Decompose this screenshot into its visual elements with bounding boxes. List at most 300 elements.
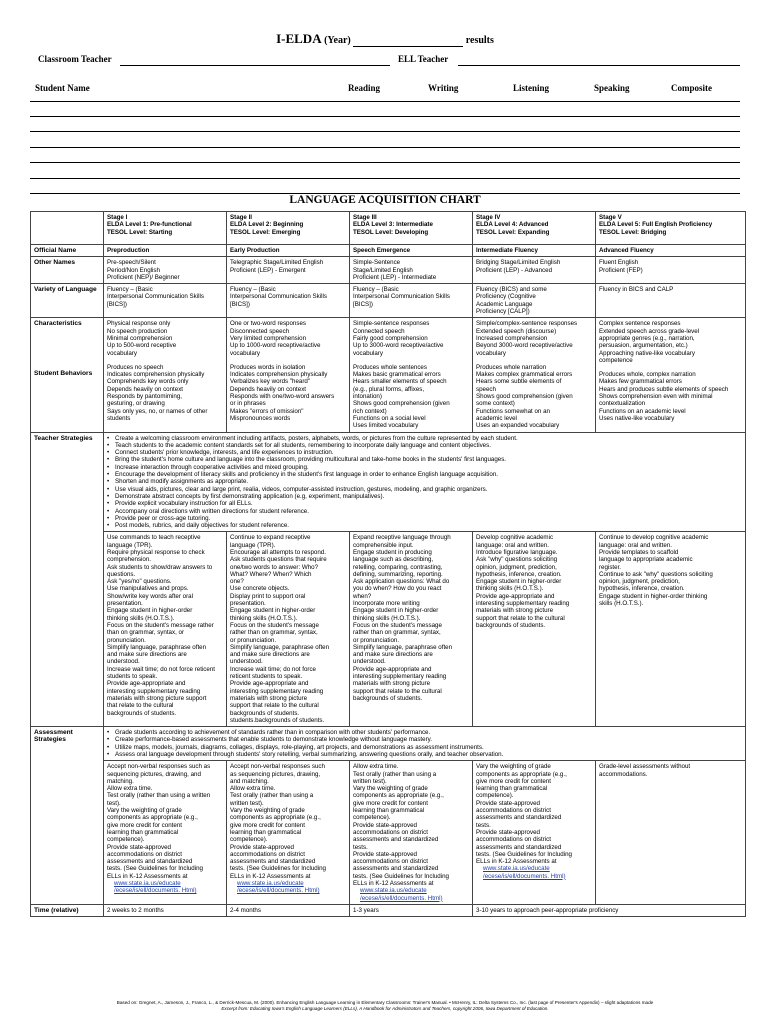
cell-line: one/two words to answer: Who?	[230, 563, 319, 571]
behaviors-label: Student Behaviors	[34, 369, 93, 377]
assessment-general	[104, 727, 746, 761]
cell-line: Verbalizes key words "heard"	[230, 378, 311, 386]
stage-tesol: TESOL Level: Expanding	[476, 228, 550, 236]
cell-line: Provide state-approved	[107, 843, 171, 851]
cell-line: interesting supplementary reading	[476, 600, 570, 608]
general-assessment-list	[107, 729, 742, 758]
cell-line: rather than on grammar, syntax,	[230, 629, 318, 637]
cell-line: hypothesis, inference, creation.	[599, 585, 685, 593]
stage-tesol: TESOL Level: Bridging	[599, 228, 667, 236]
assessment-link[interactable]: www.state.ia.us/educate	[237, 880, 304, 888]
official-cell: Intermediate Fluency	[473, 245, 596, 257]
characteristics-cell	[473, 318, 596, 432]
cell-line: ELLs in K-12 Assessments at	[476, 858, 557, 866]
cell-line: opinion, judgment, prediction,	[476, 563, 557, 571]
cell-line: intonation)	[353, 393, 382, 401]
cell-line: presentation.	[230, 600, 266, 608]
cell-line: Interpersonal Communication Skills	[107, 293, 204, 301]
cell-line: Increase wait time; do not force reticent	[107, 665, 215, 673]
cell-line: Provide age-appropriate and	[353, 665, 432, 673]
cell-line: Simplify language, paraphrase often	[353, 643, 453, 651]
cell-line: understood.	[353, 658, 386, 666]
cell-line: Provide age-appropriate and	[230, 680, 309, 688]
variety-row	[31, 284, 746, 318]
cell-line: gesturing, or drawing	[107, 400, 165, 408]
stage-name: Stage V	[599, 214, 622, 221]
cell-line: reticent students to speak.	[230, 673, 303, 681]
cell-line: Depends heavily on context	[107, 385, 184, 393]
cell-line: language (TPR).	[230, 541, 276, 549]
cell-line: Fluency – (Basic	[107, 286, 153, 294]
cell-line: Fluency – (Basic	[353, 286, 399, 294]
cell-line: written test).	[353, 777, 387, 785]
characteristics-cell	[104, 318, 227, 432]
cell-line: Extended speech (discourse)	[476, 327, 557, 335]
row-label: Variety of Language	[31, 284, 104, 318]
cell-line: students	[107, 414, 131, 422]
stage-level: ELDA Level 2: Beginning	[230, 221, 304, 229]
cell-line: Simple/complex-sentence responses	[476, 320, 578, 328]
cell-line: components as appropriate (e.g.,	[107, 814, 198, 822]
cell-line: Extended speech across grade-level	[599, 327, 700, 335]
cell-line: questions.	[107, 570, 136, 578]
cell-line: One or two-word responses	[230, 320, 307, 328]
cell-line: Vary the weighting of grade	[107, 807, 182, 815]
assessment-link[interactable]: www.state.ia.us/educate	[114, 880, 181, 888]
cell-line: Period/Non English	[107, 266, 160, 274]
cell-line: materials with strong picture	[353, 680, 431, 688]
cell-line: Makes basic grammatical errors	[353, 371, 441, 379]
characteristics-list	[599, 320, 742, 364]
cell-line: assessments and standardized	[230, 858, 316, 866]
assessment-row	[31, 761, 746, 905]
cell-line: Produces whole narration	[476, 363, 547, 371]
cell-line: students.backgrounds of students.	[230, 716, 325, 724]
other-names-row	[31, 257, 746, 284]
cell-line: speech	[476, 385, 496, 393]
assessment-link-end[interactable]: /ecese/is/ell/documents. Html)	[237, 887, 320, 895]
cell-line: than on grammar, syntax, or	[107, 629, 185, 637]
form-title-row	[0, 31, 770, 47]
cell-line: competence).	[476, 792, 514, 800]
cell-line: Provide state-approved	[476, 828, 540, 836]
cell-line: Fluent English	[599, 259, 639, 267]
cell-line: Bridging Stage/Limited English	[476, 259, 561, 267]
cell-line: Use concrete objects.	[230, 585, 290, 593]
cell-line: give more credit for content	[353, 799, 428, 807]
assessment-cell	[227, 761, 350, 905]
cell-line: Uses native-like vocabulary	[599, 414, 675, 422]
cell-line: Proficient (LEP) - Advanced	[476, 266, 553, 274]
bullet-item: • Increase interaction through cooperative activities and mixed grouping.	[107, 464, 742, 471]
cell-line: Interpersonal Communication Skills	[230, 293, 327, 301]
student-row[interactable]	[30, 132, 740, 148]
cell-line: and make sure directions are	[230, 651, 310, 659]
cell-line: Uses an expanded vocabulary	[476, 422, 560, 430]
cell-line: tests. (See Guidelines for Including	[230, 865, 326, 873]
bullet-item: • Shorten and modify assignments as appropriate.	[107, 478, 742, 485]
student-row[interactable]	[30, 148, 740, 164]
cell-line: tests. (See Guidelines for Including	[353, 872, 449, 880]
cell-line: contextualization	[599, 400, 646, 408]
cell-line: competence).	[353, 814, 391, 822]
cell-line: thinking skills (H.O.T.S.).	[107, 614, 175, 622]
cell-line: tests. (See Guidelines for Including	[107, 865, 203, 873]
cell-line: Use manipulatives and props.	[107, 585, 189, 593]
bullet-item: • Create a welcoming classroom environment including artifacts, posters, alphabets, words, or pictures from the culture represented by each student.	[107, 435, 742, 442]
bullet-item: • Assess oral language development through students' story retelling, verbal summarizing, answering questions orally, and teacher observation.	[107, 751, 742, 758]
cell-line: Shows comprehension even with minimal	[599, 393, 713, 401]
strategies-cell	[227, 532, 350, 727]
stage-5-header	[596, 212, 746, 245]
cell-line: Engage student in higher-order	[107, 607, 193, 615]
cell-line: Mispronounces words	[230, 414, 291, 422]
speaking-header: Speaking	[594, 83, 630, 93]
strategies-cell	[104, 532, 227, 727]
assessment-link-end[interactable]: /ecese/is/ell/documents. Html)	[483, 872, 566, 880]
cell-line: components as appropriate (e.g.,	[353, 792, 444, 800]
bullet-item: • Teach students to the academic content standards set for all students, remembering to incorporate daily language and content objectives.	[107, 442, 742, 449]
cell-line: Proficient (LEP) - Intermediate	[353, 273, 437, 281]
listening-header: Listening	[513, 83, 550, 93]
cell-line: rich context)	[353, 407, 387, 415]
behaviors-list	[599, 371, 742, 422]
cell-line: Ask "yes/no" questions.	[107, 578, 172, 586]
cell-line: Simple-Sentence	[353, 259, 401, 267]
cell-line: skills (H.O.T.S.).	[599, 600, 644, 608]
cell-line: Provide age-appropriate and	[107, 680, 186, 688]
cell-line: Up to 1000-word receptive/active	[230, 342, 321, 350]
reading-header: Reading	[348, 83, 381, 93]
cell-line: vocabulary	[353, 349, 383, 357]
teacher-strategies-general-row	[31, 432, 746, 532]
bullet-item: • Provide peer or cross-age tutoring.	[107, 515, 742, 522]
cell-line: components as appropriate (e.g.,	[476, 770, 567, 778]
cell-line: Makes complex grammatical errors	[476, 371, 573, 379]
assessment-list	[230, 763, 346, 880]
cell-line: Proficient (NEP)/ Beginner	[107, 273, 180, 281]
cell-line: tests. (See Guidelines for Including	[476, 850, 572, 858]
assessment-link[interactable]: www.state.ia.us/educate	[483, 865, 550, 873]
assessment-list	[476, 763, 592, 865]
cell-line: rather than on grammar, syntax,	[353, 629, 441, 637]
cell-line: language such as describing,	[353, 556, 434, 564]
behaviors-list	[476, 364, 592, 430]
cell-line: opinion, judgment, prediction,	[599, 578, 680, 586]
ell-teacher-label: ELL Teacher	[398, 54, 449, 64]
cell-line: accommodations on district	[353, 828, 428, 836]
cell-line: Ask "why" questions soliciting	[476, 556, 558, 564]
cell-line: students to speak.	[107, 673, 158, 681]
cell-line: Hears some subtle elements of	[476, 378, 562, 386]
characteristics-row	[31, 318, 746, 432]
official-cell: Advanced Fluency	[596, 245, 746, 257]
cell-line: accommodations on district	[107, 850, 182, 858]
assessment-cell	[104, 761, 227, 905]
student-row[interactable]	[30, 163, 740, 179]
student-row[interactable]	[30, 117, 740, 133]
cell-line: Shows good comprehension (given	[353, 400, 450, 408]
cell-line: No speech production	[107, 327, 168, 335]
language-acquisition-chart	[30, 211, 746, 917]
student-name-header: Student Name	[35, 83, 90, 93]
cell-line: Up to 3000-word receptive/active	[353, 342, 444, 350]
cell-line: test).	[107, 799, 121, 807]
cell-line: materials with strong picture	[230, 694, 308, 702]
other-names-cell	[104, 257, 227, 284]
cell-line: Stage/Limited English	[353, 266, 413, 274]
cell-line: Minimal comprehension	[107, 334, 173, 342]
characteristics-list	[230, 320, 346, 356]
cell-line: Functions somewhat on an	[476, 407, 550, 415]
cell-line: support that relate to the cultural	[353, 687, 442, 695]
cell-line: give more credit for content	[107, 821, 182, 829]
cell-line: hypothesis, inference, creation.	[476, 570, 562, 578]
bullet-item: • Utilize maps, models, journals, diagrams, collages, displays, role-playing, art projects, and demonstrations as assessment instruments.	[107, 744, 742, 751]
blank-corner	[31, 212, 104, 245]
cell-line: Continue to ask "why" questions soliciting	[599, 570, 713, 578]
cell-line: presentation.	[107, 600, 143, 608]
cell-line: Pre-speech/Silent	[107, 259, 156, 267]
cell-line: learning than grammatical	[476, 785, 548, 793]
behaviors-list	[107, 364, 223, 422]
cell-line: Proficiency (Cognitive	[476, 293, 536, 301]
cell-line: Fluency in BICS and CALP	[599, 286, 674, 294]
cell-line: and make sure directions are	[107, 651, 187, 659]
cell-line: Test orally (rather than using a written	[107, 792, 211, 800]
cell-line: or in phrases	[230, 400, 266, 408]
cell-line: Shows good comprehension (given	[476, 393, 573, 401]
cell-line: Continue to expand receptive	[230, 534, 311, 542]
cell-line: when?	[353, 592, 372, 600]
cell-line: backgrounds of students.	[476, 621, 546, 629]
cell-line: Interpersonal Communication Skills	[353, 293, 450, 301]
classroom-teacher-field[interactable]	[120, 65, 390, 66]
cell-line: accommodations on district	[353, 858, 428, 866]
year-field[interactable]	[353, 36, 463, 47]
cell-line: Indicates comprehension physically	[107, 371, 205, 379]
cell-line: Complex sentence responses	[599, 320, 681, 328]
student-row[interactable]	[30, 179, 740, 195]
cell-line: ELLs in K-12 Assessments at	[230, 872, 311, 880]
cell-line: Encourage all attempts to respond.	[230, 548, 326, 556]
cell-line: Simple-sentence responses	[353, 320, 430, 328]
cell-line: Provide age-appropriate and	[476, 592, 555, 600]
chart-title: LANGUAGE ACQUISITION CHART	[289, 194, 481, 206]
characteristics-list	[476, 320, 592, 356]
composite-header: Composite	[671, 83, 712, 93]
assessment-cell	[473, 761, 596, 905]
cell-line: competence).	[107, 836, 145, 844]
footer-citation: Based on: Gregnet, A., Jameson, J., Franco, L., & Derrick-Mescua, M. (2000). Enhancing English Language Learning in Elementary Classrooms: Trainer's Manual. • McHenry, IL: Delta Systems Co., Inc. (last page of Presenter's Appendix) – slight adaptations made	[116, 1000, 654, 1005]
cell-line: Provide templates to scaffold	[599, 548, 679, 556]
cell-line: components as appropriate (e.g.,	[230, 814, 321, 822]
stage-tesol: TESOL Level: Developing	[353, 228, 429, 236]
cell-line: Provide state-approved	[230, 843, 294, 851]
cell-line: Test orally (rather than using a	[353, 770, 437, 778]
characteristics-list	[107, 320, 223, 356]
cell-line: Focus on the student's message rather	[107, 621, 214, 629]
cell-line: Allow extra time.	[107, 785, 153, 793]
cell-line: Continue to develop cognitive academic	[599, 534, 709, 542]
student-scores-table	[30, 76, 740, 194]
cell-line: Produces whole sentences	[353, 363, 427, 371]
behaviors-list	[353, 364, 469, 430]
cell-line: interesting supplementary reading	[107, 687, 201, 695]
cell-line: some context)	[476, 400, 515, 408]
cell-line: accommodations on district	[476, 836, 551, 844]
cell-line: competence	[599, 356, 633, 364]
cell-line: Display print to support oral	[230, 592, 306, 600]
cell-line: Physical response only	[107, 320, 171, 328]
cell-line: vocabulary	[230, 349, 260, 357]
variety-cell	[104, 284, 227, 318]
student-row[interactable]	[30, 101, 740, 117]
variety-cell	[473, 284, 596, 318]
cell-line: materials with strong picture	[476, 607, 554, 615]
cell-line: understood.	[230, 658, 263, 666]
stage-tesol: TESOL Level: Starting	[107, 228, 173, 236]
cell-line: register.	[599, 563, 622, 571]
cell-line: Functions on an academic level	[599, 407, 686, 415]
bullet-item: • Accompany oral directions with written directions for student reference.	[107, 508, 742, 515]
bullet-item: • Connect students' prior knowledge, interests, and life experiences to instruction.	[107, 449, 742, 456]
variety-cell	[596, 284, 746, 318]
cell-line: Produces words in isolation	[230, 363, 306, 371]
strategies-cell	[350, 532, 473, 727]
assessment-link-end[interactable]: /ecese/is/ell/documents. Html)	[360, 894, 443, 902]
cell-line: Increased comprehension	[476, 334, 548, 342]
cell-line: give more credit for content	[230, 821, 305, 829]
cell-line: backgrounds of students.	[353, 694, 423, 702]
scores-header	[30, 76, 740, 101]
time-cell: 2 weeks to 2 months	[104, 904, 227, 916]
cell-line: understood.	[107, 658, 140, 666]
cell-line: Approaching native-like vocabulary	[599, 349, 695, 357]
bullet-item: • Use visual aids, pictures, clear and large print, realia, videos, computer-assisted instruction, gestures, modeling, and graphic organizers.	[107, 486, 742, 493]
teacher-strategies-general	[104, 432, 746, 532]
row-label: Assessment Strategies	[31, 727, 104, 905]
general-strategies-list	[107, 435, 742, 530]
cell-line: support that relate to the cultural	[230, 702, 319, 710]
assessment-link-end[interactable]: /ecese/is/ell/documents. Html)	[114, 887, 197, 895]
cell-line: support that relate to the cultural	[476, 614, 565, 622]
cell-line: (e.g., plural forms, affixes,	[353, 385, 425, 393]
cell-line: pronunciation.	[107, 636, 146, 644]
cell-line: learning than grammatical	[230, 828, 302, 836]
cell-line: Fluency – (Basic	[230, 286, 276, 294]
cell-line: Engage student in producing	[353, 548, 432, 556]
cell-line: Simplify language, paraphrase often	[230, 643, 330, 651]
cell-line: persuasion, argumentation, etc.)	[599, 342, 688, 350]
cell-line: Ask application questions: What do	[353, 578, 450, 586]
stage-name: Stage II	[230, 214, 253, 221]
cell-line: Ask students questions that require	[230, 556, 327, 564]
stage-name: Stage I	[107, 214, 128, 221]
stage-4-header	[473, 212, 596, 245]
stage-level: ELDA Level 3: Intermediate	[353, 221, 433, 229]
characteristics-cell	[350, 318, 473, 432]
cell-line: Focus on the student's message	[353, 621, 442, 629]
characteristics-label: Characteristics	[34, 320, 82, 328]
cell-line: Comprehends key words only	[107, 378, 189, 386]
writing-header: Writing	[428, 83, 459, 93]
stage-level: ELDA Level 4: Advanced	[476, 221, 549, 229]
row-label: Official Name	[31, 245, 104, 257]
cell-line: learning than grammatical	[353, 807, 425, 815]
cell-line: materials with strong picture support	[107, 694, 207, 702]
cell-line: and matching.	[230, 777, 269, 785]
cell-line: thinking skills (H.O.T.S.).	[230, 614, 298, 622]
official-cell: Preproduction	[104, 245, 227, 257]
cell-line: retelling, comparing, contrasting,	[353, 563, 443, 571]
other-names-cell	[227, 257, 350, 284]
cell-line: Accept non-verbal responses such as	[107, 763, 211, 771]
cell-line: accommodations.	[599, 770, 648, 778]
cell-line: language (TPR).	[107, 541, 153, 549]
classroom-teacher-label: Classroom Teacher	[38, 54, 112, 64]
cell-line: Engage student in higher-order	[476, 578, 562, 586]
cell-line: Hears smaller elements of speech	[353, 378, 447, 386]
cell-line: or pronunciation.	[353, 636, 400, 644]
time-cell: 2-4 months	[227, 904, 350, 916]
cell-line: Makes "errors of omission"	[230, 407, 304, 415]
assessment-cell	[350, 761, 473, 905]
bullet-item: • Post models, rubrics, and daily objectives for student reference.	[107, 522, 742, 529]
cell-line: assessments and standardized	[476, 814, 562, 822]
cell-line: Very limited comprehension	[230, 334, 307, 342]
strategies-cell	[473, 532, 596, 727]
cell-line: or pronunciation.	[230, 636, 277, 644]
cell-line: Makes few grammatical errors	[599, 378, 682, 386]
cell-line: Fluency (BICS) and some	[476, 286, 547, 294]
ell-teacher-field[interactable]	[458, 65, 740, 66]
row-label: Other Names	[31, 257, 104, 284]
behaviors-list	[230, 364, 346, 422]
cell-line: Proficient (FEP)	[599, 266, 643, 274]
cell-line: [BICS])	[107, 300, 127, 308]
stage-1-header	[104, 212, 227, 245]
cell-line: defining, summarizing, reporting.	[353, 570, 443, 578]
assessment-link[interactable]: www.state.ia.us/educate	[360, 887, 427, 895]
cell-line: comprehensible input.	[353, 541, 414, 549]
stage-level: ELDA Level 1: Pre-functional	[107, 221, 192, 229]
cell-line: Provide state-approved	[353, 821, 417, 829]
cell-line: Responds with one/two-word answers	[230, 393, 335, 401]
cell-line: Produces no speech	[107, 363, 164, 371]
stage-2-header	[227, 212, 350, 245]
cell-line: Allow extra time.	[353, 763, 399, 771]
time-cell: 3-10 years to approach peer-appropriate proficiency	[473, 904, 746, 916]
bullet-item: • Encourage the development of literacy skills and proficiency in the student's first language in order to enhance English language acquisition.	[107, 471, 742, 478]
bullet-item: • Bring the student's home culture and language into the classroom, providing multicultural and take-home books in the students' first languages.	[107, 456, 742, 463]
cell-line: Provide state-approved	[476, 799, 540, 807]
cell-line: Responds by pantomiming,	[107, 393, 182, 401]
cell-line: Uses limited vocabulary	[353, 422, 419, 430]
cell-line: Hears and produces subtle elements of speech	[599, 385, 729, 393]
stage-3-header	[350, 212, 473, 245]
assessment-general-row	[31, 727, 746, 761]
cell-line: Produces whole, complex narration	[599, 371, 696, 379]
row-label	[31, 318, 104, 432]
variety-cell	[227, 284, 350, 318]
cell-line: What? Where? When? Which	[230, 570, 312, 578]
cell-line: appropriate genres (e.g., narration,	[599, 334, 695, 342]
cell-line: language: oral and written.	[599, 541, 672, 549]
cell-line: Engage student in higher-order thinking	[599, 592, 708, 600]
strategies-cell	[596, 532, 746, 727]
cell-line: vocabulary	[476, 349, 506, 357]
